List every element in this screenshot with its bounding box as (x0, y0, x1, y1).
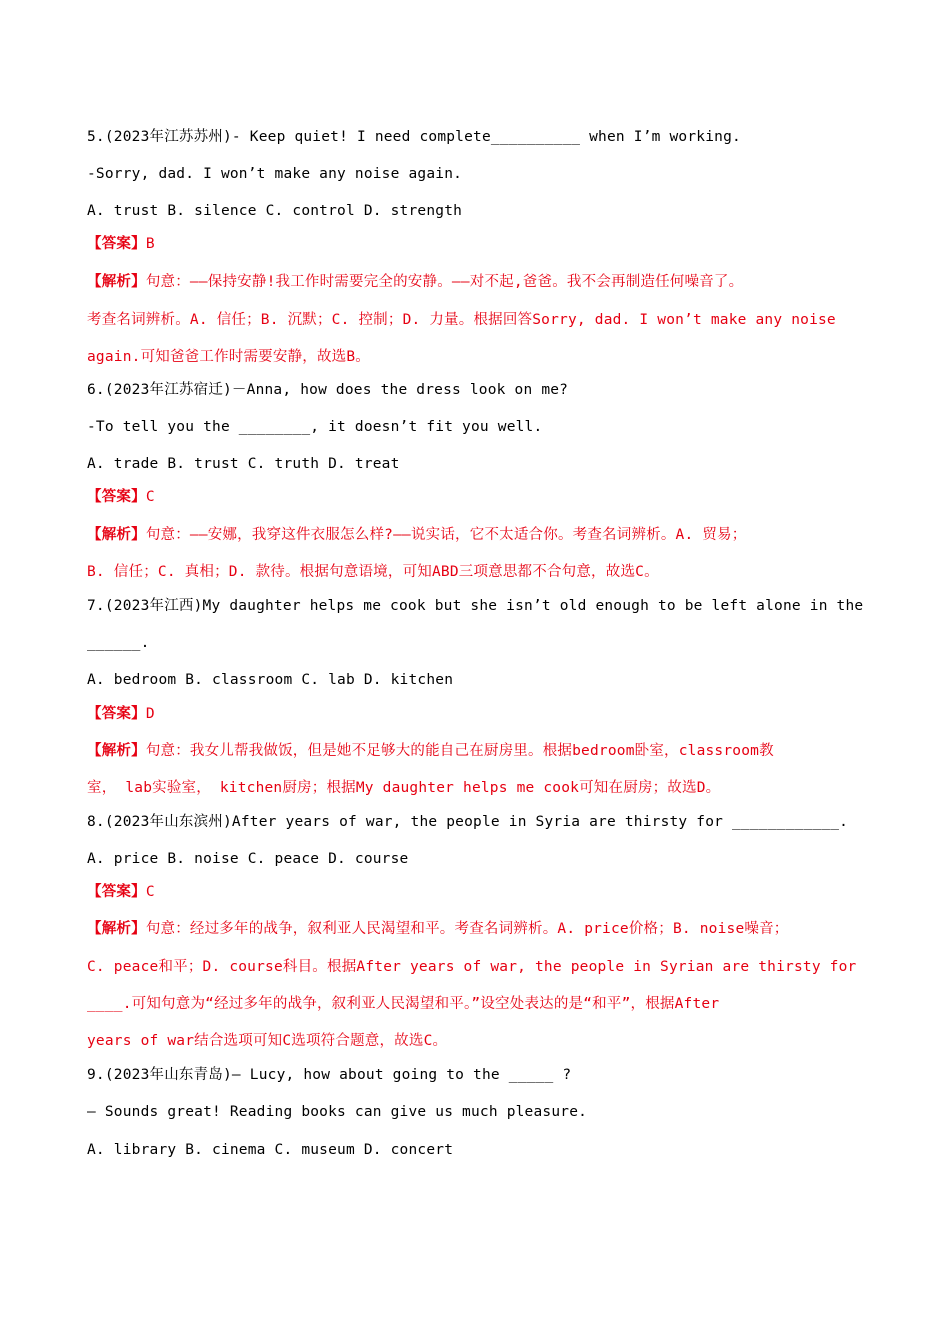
q6-options: A. trade B. trust C. truth D. treat (87, 456, 400, 472)
answer-label: 【答案】 (87, 706, 146, 722)
q8-analysis-1 (87, 919, 867, 939)
analysis-label: 【解析】 (87, 527, 146, 543)
q9-options: A. library B. cinema C. museum D. concert (87, 1142, 454, 1158)
q8-analysis-3: ____.可知句意为“经过多年的战争，叙利亚人民渴望和平。”设空处表达的是“和平”，根据After (87, 996, 720, 1012)
analysis-text: 句意：——安娜，我穿这件衣服怎么样?——说实话，它不太适合你。考查名词辨析。A. 贸易； (145, 527, 747, 543)
q7-analysis-1 (87, 741, 867, 761)
q5-analysis-1 (87, 272, 867, 292)
analysis-label: 【解析】 (87, 743, 146, 759)
q6-answer (87, 487, 867, 507)
q5-analysis-3: again.可知爸爸工作时需要安静，故选B。 (87, 349, 371, 365)
q9-reply: — Sounds great! Reading books can give us much pleasure. (87, 1104, 588, 1120)
q6-analysis-2: B. 信任；C. 真相；D. 款待。根据句意语境，可知ABD三项意思都不合句意，故选C。 (87, 564, 659, 580)
q6-reply: -To tell you the ________, it doesn’t fit you well. (87, 419, 543, 435)
q5-options: A. trust B. silence C. control D. strength (87, 203, 463, 219)
q7-stem: 7.(2023年江西)My daughter helps me cook but she isn’t old enough to be left alone in the (87, 598, 864, 614)
q7-options: A. bedroom B. classroom C. lab D. kitchen (87, 672, 454, 688)
answer-value: B (145, 236, 155, 252)
answer-label: 【答案】 (87, 489, 146, 505)
q9-stem: 9.(2023年山东青岛)— Lucy, how about going to the _____ ? (87, 1067, 572, 1083)
answer-value: C (145, 884, 155, 900)
answer-value: C (145, 489, 155, 505)
analysis-text: 句意：经过多年的战争，叙利亚人民渴望和平。考查名词辨析。A. price价格；B. noise噪音； (145, 921, 789, 937)
analysis-label: 【解析】 (87, 274, 146, 290)
q5-stem: 5.(2023年江苏苏州)- Keep quiet! I need complete__________ when I’m working. (87, 129, 741, 145)
q8-answer (87, 882, 867, 902)
q7-answer (87, 704, 867, 724)
q5-analysis-2: 考查名词辨析。A. 信任；B. 沉默；C. 控制；D. 力量。根据回答Sorry, dad. I won’t make any noise (87, 312, 836, 328)
answer-label: 【答案】 (87, 236, 146, 252)
analysis-text: 句意：我女儿帮我做饭，但是她不足够大的能自己在厨房里。根据bedroom卧室，classroom教 (145, 743, 774, 759)
answer-label: 【答案】 (87, 884, 146, 900)
q8-stem: 8.(2023年山东滨州)After years of war, the people in Syria are thirsty for ____________. (87, 814, 849, 830)
q6-stem: 6.(2023年江苏宿迁)－Anna, how does the dress look on me? (87, 382, 569, 398)
q8-analysis-2: C. peace和平；D. course科目。根据After years of war, the people in Syrian are thirsty for (87, 959, 857, 975)
q5-answer (87, 234, 867, 254)
analysis-text: 句意：——保持安静!我工作时需要完全的安静。——对不起,爸爸。我不会再制造任何噪音了。 (145, 274, 744, 290)
analysis-label: 【解析】 (87, 921, 146, 937)
q7-analysis-2: 室， lab实验室， kitchen厨房；根据My daughter helps me cook可知在厨房；故选D。 (87, 780, 721, 796)
q7-stem-cont: ______. (87, 635, 150, 651)
q8-analysis-4: years of war结合选项可知C选项符合题意，故选C。 (87, 1033, 448, 1049)
q6-analysis-1 (87, 525, 867, 545)
q5-reply: -Sorry, dad. I won’t make any noise again. (87, 166, 463, 182)
q8-options: A. price B. noise C. peace D. course (87, 851, 409, 867)
answer-value: D (145, 706, 155, 722)
